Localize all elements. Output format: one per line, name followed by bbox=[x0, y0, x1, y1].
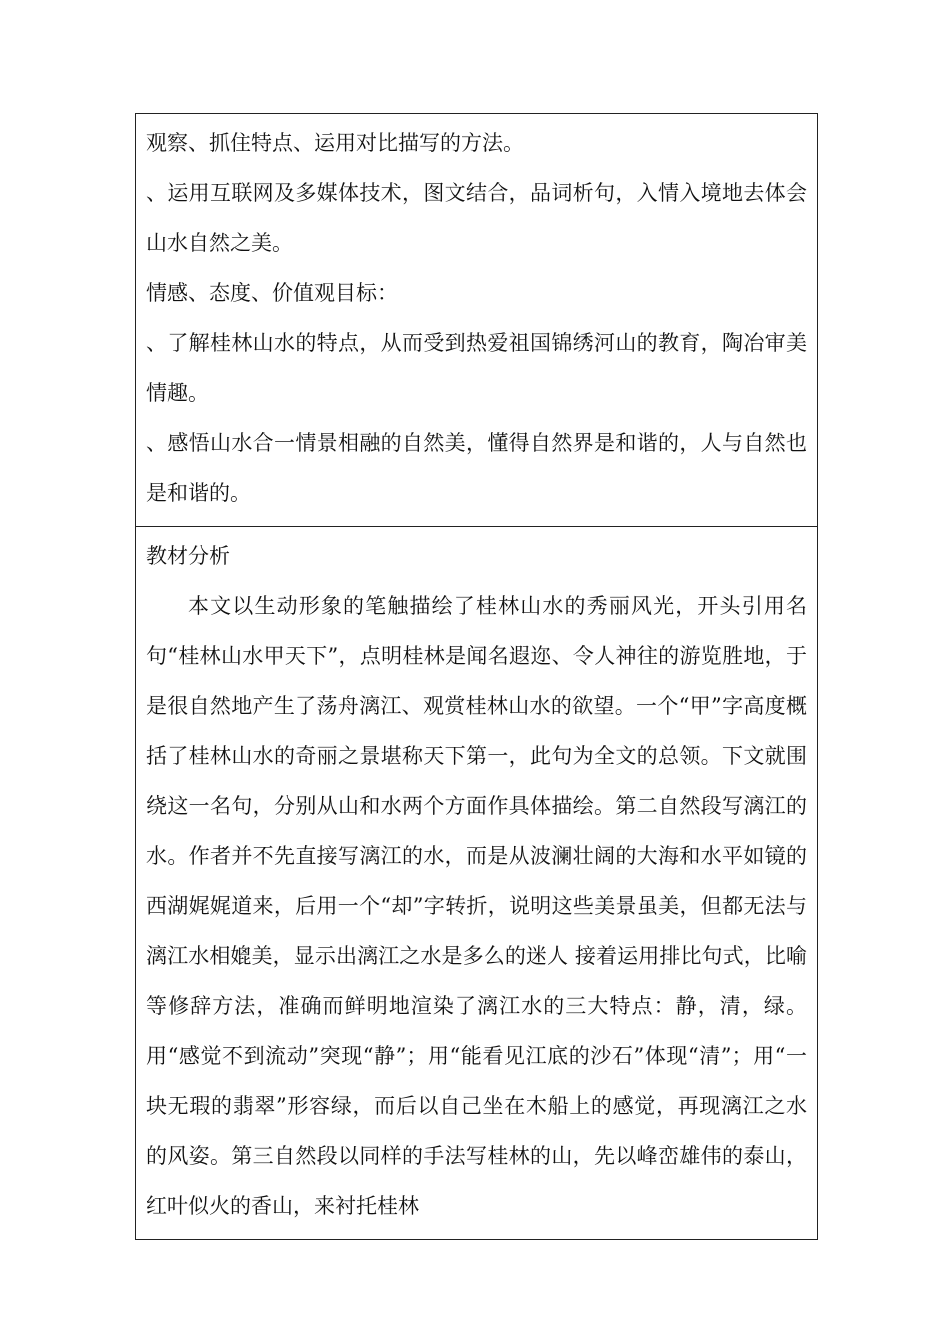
objectives-cell bbox=[136, 114, 818, 527]
analysis-body: 本文以生动形象的笔触描绘了桂林山水的秀丽风光，开头引用名句“桂林山水甲天下”，点明桂林是闻名遐迩、令人神往的游览胜地，于是很自然地产生了荡舟漓江、观赏桂林山水的欲望。一个“甲”字高度概括了桂林山水的奇丽之景堪称天下第一，此句为全文的总领。下文就围绕这一名句，分别从山和水两个方面作具体描绘。第二自然段写漓江的水。作者并不先直接写漓江的水，而是从波澜壮阔的大海和水平如镜的西湖娓娓道来，后用一个“却”字转折，说明这些美景虽美，但都无法与漓江水相媲美，显示出漓江之水是多么的迷人 接着运用排比句式，比喻等修辞方法，准确而鲜明地渲染了漓江水的三大特点：静，清，绿。用“感觉不到流动”突现“静”；用“能看见江底的沙石”体现“清”；用“一块无瑕的翡翠”形容绿，而后以自己坐在木船上的感觉，再现漓江之水的风姿。第三自然段以同样的手法写桂林的山，先以峰峦雄伟的泰山，红叶似火的香山，来衬托桂林 bbox=[146, 594, 807, 1218]
objective-landscape-line: 、了解桂林山水的特点，从而受到热爱祖国锦绣河山的教育，陶冶审美情趣。 bbox=[146, 331, 807, 405]
analysis-heading: 教材分析 bbox=[146, 544, 230, 568]
emotion-goal-heading: 情感、态度、价值观目标： bbox=[146, 281, 398, 305]
objectives-row bbox=[136, 114, 818, 527]
analysis-cell bbox=[136, 527, 818, 1240]
objective-multimedia-line: 、运用互联网及多媒体技术，图文结合，品词析句，入情入境地去体会山水自然之美。 bbox=[146, 181, 807, 255]
objective-method-line: 观察、抓住特点、运用对比描写的方法。 bbox=[146, 131, 524, 155]
lesson-plan-table bbox=[135, 113, 818, 1240]
objective-harmony-line: 、感悟山水合一情景相融的自然美，懂得自然界是和谐的，人与自然也是和谐的。 bbox=[146, 431, 807, 505]
analysis-row bbox=[136, 527, 818, 1240]
